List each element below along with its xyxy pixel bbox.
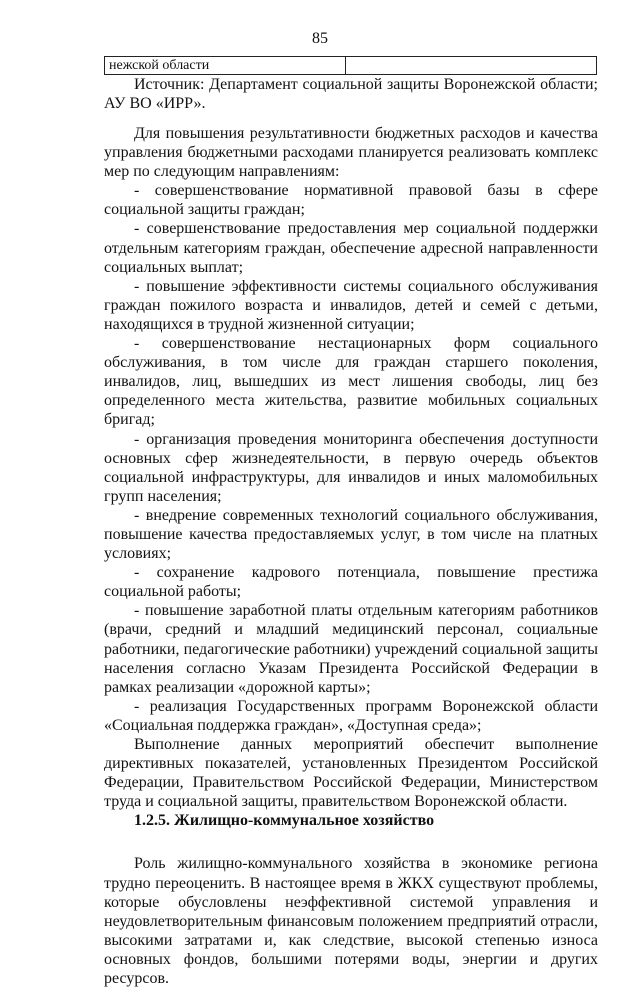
list-item: - повышение заработной платы отдельным категориям работников (врачи, средний и младший медицинский персонал, социальные работники, педагогические работники) учреждений социальной защиты населения согласно Указам Президента Российской Федерации в рамках реализации «дорожной карты»; <box>104 602 598 696</box>
table-cell: нежской области <box>105 57 346 75</box>
section-paragraph: Роль жилищно-коммунального хозяйства в экономике региона трудно переоценить. В настоящее время в ЖКХ существуют проблемы, которые обусловлены неэффективной системой управления и неудовлетворительным финансовым положением предприятий отрасли, высокими затратами и, как следствие, высокой степенью износа основных фондов, большими потерями воды, энергии и других ресурсов. <box>104 855 598 988</box>
list-item: - совершенствование предоставления мер социальной поддержки отдельным категориям граждан, обеспечение адресной направленности социальных выплат; <box>104 220 598 276</box>
list-item: - совершенствование нестационарных форм социального обслуживания, в том числе для граждан старшего поколения, инвалидов, лиц, вышедших из мест лишения свободы, лиц без определенного места жительства, развитие мобильных социальных бригад; <box>104 335 598 429</box>
list-item: - совершенствование нормативной правовой базы в сфере социальной защиты граждан; <box>104 182 598 219</box>
spacer <box>104 830 598 854</box>
table-row <box>105 57 597 75</box>
source-note: Источник: Департамент социальной защиты Воронежской области; АУ ВО «ИРР». <box>104 76 598 113</box>
list-item: - реализация Государственных программ Воронежской области «Социальная поддержка граждан», «Доступная среда»; <box>104 697 598 734</box>
page-number: 85 <box>312 30 328 47</box>
intro-paragraph: Для повышения результативности бюджетных расходов и качества управления бюджетными расходами планируется реализовать комплекс мер по следующим направлениям: <box>104 125 598 181</box>
table-fragment <box>104 56 597 75</box>
list-item: - организация проведения мониторинга обеспечения доступности основных сфер жизнедеятельности, в первую очередь объектов социальной инфраструктуры, для инвалидов и иных маломобильных групп населения; <box>104 430 598 505</box>
list-item: - внедрение современных технологий социального обслуживания, повышение качества предоставляемых услуг, в том числе на платных условиях; <box>104 506 598 563</box>
source-note-block <box>104 75 598 113</box>
section-heading: 1.2.5. Жилищно-коммунальное хозяйство <box>134 812 435 830</box>
main-text <box>104 124 598 988</box>
list-item: - сохранение кадрового потенциала, повышение престижа социальной работы; <box>104 564 598 601</box>
table-cell-empty <box>346 57 597 75</box>
list-item: - повышение эффективности системы социального обслуживания граждан пожилого возраста и инвалидов, детей и семей с детьми, находящихся в трудной жизненной ситуации; <box>104 277 598 333</box>
conclusion-paragraph: Выполнение данных мероприятий обеспечит выполнение директивных показателей, установленных Президентом Российской Федерации, Правительством Российской Федерации, Министерством труда и социальной защиты, правительством Воронежской области. <box>104 736 598 811</box>
